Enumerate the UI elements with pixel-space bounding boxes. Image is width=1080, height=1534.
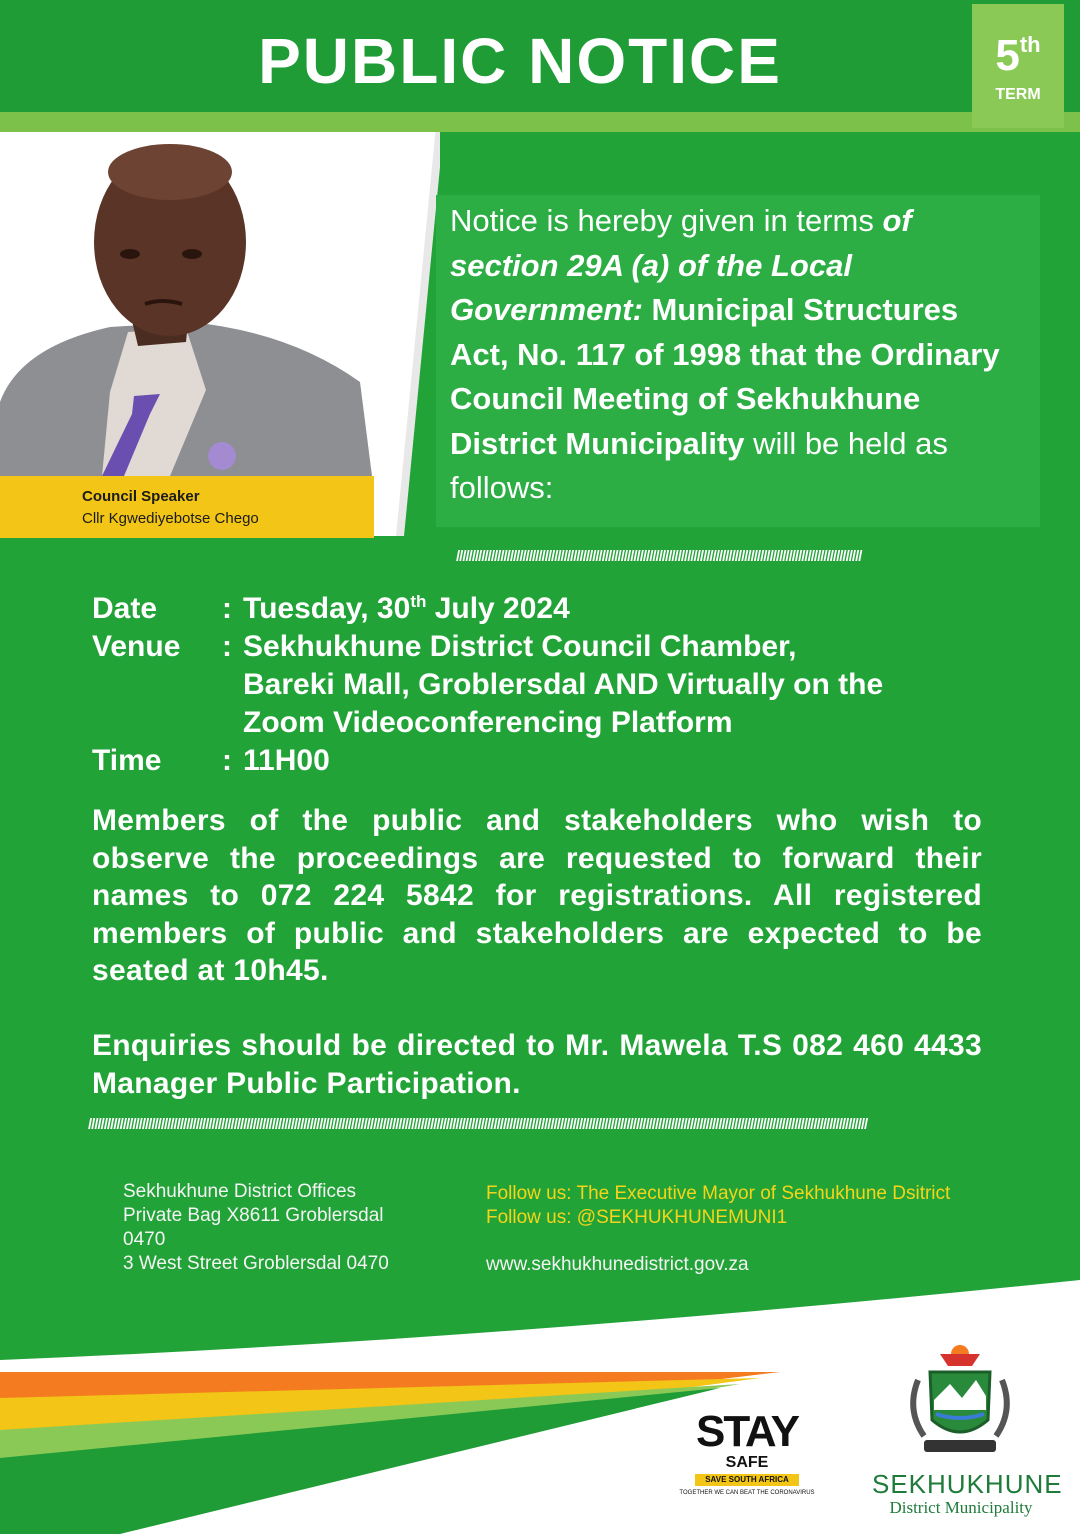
date-value-day: Tuesday, 30 [243,592,411,625]
municipality-crest-icon [900,1340,1020,1470]
office-address [123,1180,389,1276]
notice-legislation: of section 29A (a) of the Local Government: [450,203,912,327]
stay-safe-tagline: TOGETHER WE CAN BEAT THE CORONAVIRUS [679,1490,815,1496]
notice-closing: will be held as follows: [450,425,948,505]
notice-text [450,199,1020,511]
date-label: Date [92,592,158,625]
time-label: Time [92,744,162,777]
notice-box [436,195,1040,527]
municipality-name [872,1469,1063,1518]
header-accent-bar [0,112,1080,132]
save-south-africa-bar: SAVE SOUTH AFRICA [695,1474,799,1486]
speaker-name: Cllr Kgwediyebotse Chego [82,510,259,527]
address-line: 3 West Street Groblersdal 0470 [123,1253,389,1274]
divider-bottom: ////////////////////////////////////////////////////////////////////////////////////////////////////////////////////////////////////////////////////////////////////////////////////////////////////////////////////////////////////////////////////// [88,1116,868,1133]
address-line: 0470 [123,1229,166,1250]
date-colon: : [222,592,232,625]
date-value [243,592,570,626]
venue-colon: : [222,630,232,663]
address-line: Private Bag X8611 Groblersdal [123,1205,384,1226]
registration-paragraph: Members of the public and stakeholders who wish to observe the proceedings are requested to forward their names to 072 224 5842 for registrations. All registered members of public and stakeholders are expected to be seated at 10h45. [92,804,982,987]
time-value: 11H00 [243,744,330,777]
time-colon: : [222,744,232,777]
divider-top: //////////////////////////////////////////////////////////////////////////////////////////////////////////////////////////////// [456,548,862,565]
notice-act: Municipal Structures Act, No. 117 of 1998 that the Ordinary Council Meeting of Sekhukhune District Municipality [450,292,1000,461]
municipality-title: SEKHUKHUNE [872,1469,1063,1499]
venue-line-1: Sekhukhune District Council Chamber, [243,630,797,663]
website-link[interactable]: www.sekhukhunedistrict.gov.za [486,1254,749,1275]
follow-mayor-link[interactable]: Follow us: The Executive Mayor of Sekhukhune Dsitrict [486,1183,951,1204]
venue-label: Venue [92,630,181,663]
date-value-month: July 2024 [426,592,570,625]
term-suffix: th [1019,32,1041,57]
date-value-suffix: th [410,592,427,611]
venue-line-2: Bareki Mall, Groblersdal AND Virtually on the [243,668,884,701]
stay-safe-text: SAFE [725,1454,769,1471]
term-badge [972,4,1064,128]
page-title: PUBLIC NOTICE [258,25,782,97]
speaker-role: Council Speaker [82,488,200,505]
speaker-caption [0,476,374,538]
social-links [486,1182,950,1230]
venue-line-3: Zoom Videoconferencing Platform [243,706,733,739]
address-line: Sekhukhune District Offices [123,1181,357,1202]
notice-intro: Notice is hereby given in terms [450,203,883,238]
enquiries-paragraph: Enquiries should be directed to Mr. Mawela T.S 082 460 4433 Manager Public Participation. [92,1029,982,1100]
term-number: 5 [995,31,1020,80]
follow-twitter-link[interactable]: Follow us: @SEKHUKHUNEMUNI1 [486,1207,788,1228]
stay-logo-text: STAY [695,1407,799,1456]
stay-safe-logo [672,1407,822,1510]
term-label: TERM [995,86,1041,103]
municipality-subtitle: District Municipality [889,1498,1033,1517]
